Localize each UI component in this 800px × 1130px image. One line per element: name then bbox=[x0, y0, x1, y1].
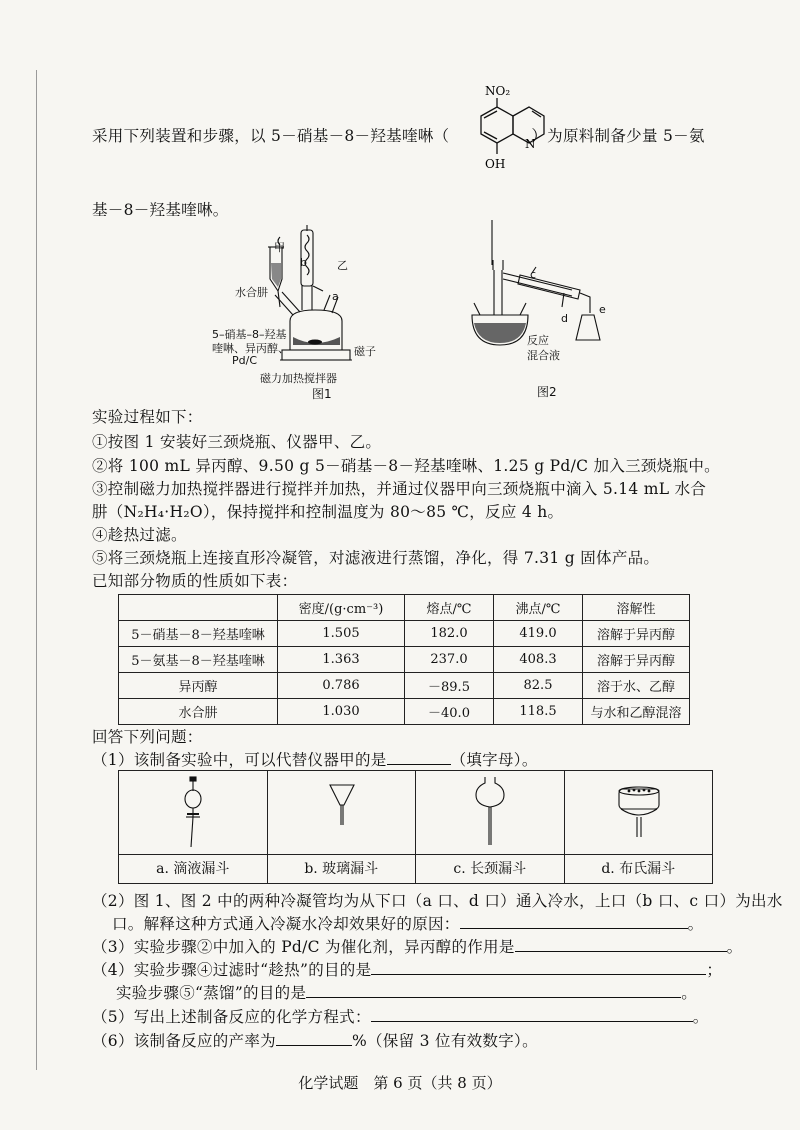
long-neck-funnel-icon bbox=[416, 771, 564, 853]
label-reactants-2: 喹啉、异丙醇、 bbox=[212, 342, 289, 355]
label-mix-1: 反应 bbox=[527, 334, 549, 347]
step-3-cont: 肼（N₂H₄·H₂O），保持搅拌和控制温度为 80～85 ℃，反应 4 h。 bbox=[92, 503, 564, 521]
question-3 bbox=[92, 935, 742, 957]
margin-rule bbox=[36, 70, 37, 1070]
option-c[interactable] bbox=[416, 771, 565, 883]
question-3-end: 。 bbox=[726, 938, 743, 956]
table-cell: 1.363 bbox=[278, 647, 405, 673]
question-2-end: 。 bbox=[687, 915, 704, 933]
step-2: ②将 100 mL 异丙醇、9.50 g 5－硝基－8－羟基喹啉、1.25 g Pd/C 加入三颈烧瓶中。 bbox=[92, 457, 720, 475]
table-cell: 182.0 bbox=[405, 621, 494, 647]
answer-blank-1[interactable] bbox=[387, 750, 451, 765]
label-b: b bbox=[300, 256, 307, 269]
step-1: ①按图 1 安装好三颈烧瓶、仪器甲、乙。 bbox=[92, 433, 382, 451]
page-footer: 化学试题 第 6 页（共 8 页） bbox=[298, 1074, 502, 1092]
table-cell: 82.5 bbox=[494, 673, 583, 699]
answer-blank-4b[interactable] bbox=[306, 983, 681, 998]
label-d: d bbox=[561, 312, 568, 325]
dropping-funnel-icon bbox=[119, 771, 267, 853]
label-magnet: 磁子 bbox=[354, 345, 376, 358]
answer-blank-2[interactable] bbox=[460, 914, 688, 929]
table-cell: 1.030 bbox=[278, 699, 405, 725]
label-e: e bbox=[599, 303, 606, 316]
table-row bbox=[119, 621, 690, 647]
step-4: ④趁热过滤。 bbox=[92, 526, 187, 544]
table-row bbox=[119, 647, 690, 673]
option-b[interactable] bbox=[268, 771, 417, 883]
step-3: ③控制磁力加热搅拌器进行搅拌并加热，并通过仪器甲向三颈烧瓶中滴入 5.14 mL 水合 bbox=[92, 480, 707, 498]
question-4b bbox=[116, 981, 697, 1003]
question-2-line-2 bbox=[112, 912, 703, 934]
nitro-hydroxyquinoline-structure bbox=[455, 78, 545, 198]
table-row bbox=[119, 673, 690, 699]
table-cell: 与水和乙醇混溶 bbox=[583, 699, 690, 725]
option-a[interactable] bbox=[119, 771, 268, 883]
step-5: ⑤将三颈烧瓶上连接直形冷凝管，对滤液进行蒸馏，净化，得 7.31 g 固体产品。 bbox=[92, 549, 660, 567]
question-6 bbox=[92, 1029, 538, 1051]
label-yi: 乙 bbox=[337, 259, 348, 272]
table-cell: －40.0 bbox=[405, 699, 494, 725]
table-header-cell: 溶解性 bbox=[583, 595, 690, 621]
table-cell: 溶解于异丙醇 bbox=[583, 647, 690, 673]
table-cell: 溶于水、乙醇 bbox=[583, 673, 690, 699]
label-stirrer: 磁力加热搅拌器 bbox=[260, 372, 337, 385]
option-b-label: b. 玻璃漏斗 bbox=[268, 854, 416, 883]
option-a-label: a. 滴液漏斗 bbox=[119, 854, 267, 883]
table-cell: －89.5 bbox=[405, 673, 494, 699]
question-4a-end: ； bbox=[706, 961, 723, 979]
questions-intro: 回答下列问题： bbox=[92, 728, 203, 746]
figure-2-caption: 图2 bbox=[537, 385, 557, 399]
option-d[interactable] bbox=[565, 771, 713, 883]
table-title: 已知部分物质的性质如下表： bbox=[92, 572, 298, 590]
figure-1-caption: 图1 bbox=[312, 387, 332, 401]
table-cell: 408.3 bbox=[494, 647, 583, 673]
process-title: 实验过程如下： bbox=[92, 408, 203, 426]
label-jia: 甲 bbox=[274, 241, 285, 254]
table-cell: 237.0 bbox=[405, 647, 494, 673]
table-cell: 0.786 bbox=[278, 673, 405, 699]
apparatus-options bbox=[118, 770, 713, 884]
glass-funnel-icon bbox=[268, 771, 416, 853]
question-4b-text: 实验步骤⑤“蒸馏”的目的是 bbox=[116, 984, 307, 1002]
question-2-text: 口。解释这种方式通入冷凝水冷却效果好的原因： bbox=[112, 915, 460, 933]
label-c: c bbox=[530, 268, 537, 281]
table-header-row bbox=[119, 595, 690, 621]
table-cell: 1.505 bbox=[278, 621, 405, 647]
question-3-text: （3）实验步骤②中加入的 Pd/C 为催化剂，异丙醇的作用是 bbox=[92, 938, 515, 956]
table-cell: 419.0 bbox=[494, 621, 583, 647]
question-2-line-1: （2）图 1、图 2 中的两种冷凝管均为从下口（a 口、d 口）通入冷水，上口（b 口、c 口）为出水 bbox=[92, 892, 783, 910]
intro-line-1 bbox=[92, 124, 705, 146]
question-6-tail: %（保留 3 位有效数字）。 bbox=[351, 1032, 538, 1050]
question-6-text: （6）该制备反应的产率为 bbox=[92, 1032, 276, 1050]
table-header-cell: 密度/(g·cm⁻³) bbox=[278, 595, 405, 621]
question-4a bbox=[92, 958, 722, 980]
table-cell: 118.5 bbox=[494, 699, 583, 725]
table-header-cell: 熔点/℃ bbox=[405, 595, 494, 621]
intro-line-2: 基－8－羟基喹啉。 bbox=[92, 201, 229, 219]
buchner-funnel-icon bbox=[565, 771, 713, 853]
question-1-text: （1）该制备实验中，可以代替仪器甲的是 bbox=[92, 751, 387, 769]
answer-blank-4a[interactable] bbox=[371, 960, 706, 975]
label-hydrazine: 水合肼 bbox=[235, 286, 268, 299]
table-cell: 5－氨基－8－羟基喹啉 bbox=[119, 647, 278, 673]
table-header-cell: 沸点/℃ bbox=[494, 595, 583, 621]
table-cell: 水合肼 bbox=[119, 699, 278, 725]
intro-text-b: ）为原料制备少量 5－氨 bbox=[531, 127, 705, 145]
properties-table bbox=[118, 594, 690, 725]
label-reactants-3: Pd/C bbox=[232, 354, 258, 367]
intro-text-a: 采用下列装置和步骤，以 5－硝基－8－羟基喹啉（ bbox=[92, 127, 450, 145]
table-cell: 异丙醇 bbox=[119, 673, 278, 699]
option-d-label: d. 布氏漏斗 bbox=[565, 854, 713, 883]
label-a: a bbox=[332, 290, 339, 303]
question-1-tail: （填字母）。 bbox=[450, 751, 538, 769]
question-1 bbox=[92, 748, 538, 770]
table-cell: 5－硝基－8－羟基喹啉 bbox=[119, 621, 278, 647]
question-5 bbox=[92, 1005, 709, 1027]
answer-blank-5[interactable] bbox=[371, 1007, 693, 1022]
table-header-cell bbox=[119, 595, 278, 621]
no2-label: NO₂ bbox=[485, 84, 511, 98]
oh-label: OH bbox=[485, 157, 506, 171]
option-c-label: c. 长颈漏斗 bbox=[416, 854, 564, 883]
question-5-text: （5）写出上述制备反应的化学方程式： bbox=[92, 1008, 371, 1026]
question-5-end: 。 bbox=[692, 1008, 709, 1026]
label-mix-2: 混合液 bbox=[527, 349, 560, 362]
table-cell: 溶解于异丙醇 bbox=[583, 621, 690, 647]
n-label: N bbox=[525, 137, 536, 151]
label-reactants-1: 5–硝基–8–羟基 bbox=[212, 328, 287, 341]
question-4b-end: 。 bbox=[681, 984, 698, 1002]
answer-blank-6[interactable] bbox=[276, 1031, 352, 1046]
table-row bbox=[119, 699, 690, 725]
answer-blank-3[interactable] bbox=[515, 937, 727, 952]
question-4a-text: （4）实验步骤④过滤时“趁热”的目的是 bbox=[92, 961, 372, 979]
